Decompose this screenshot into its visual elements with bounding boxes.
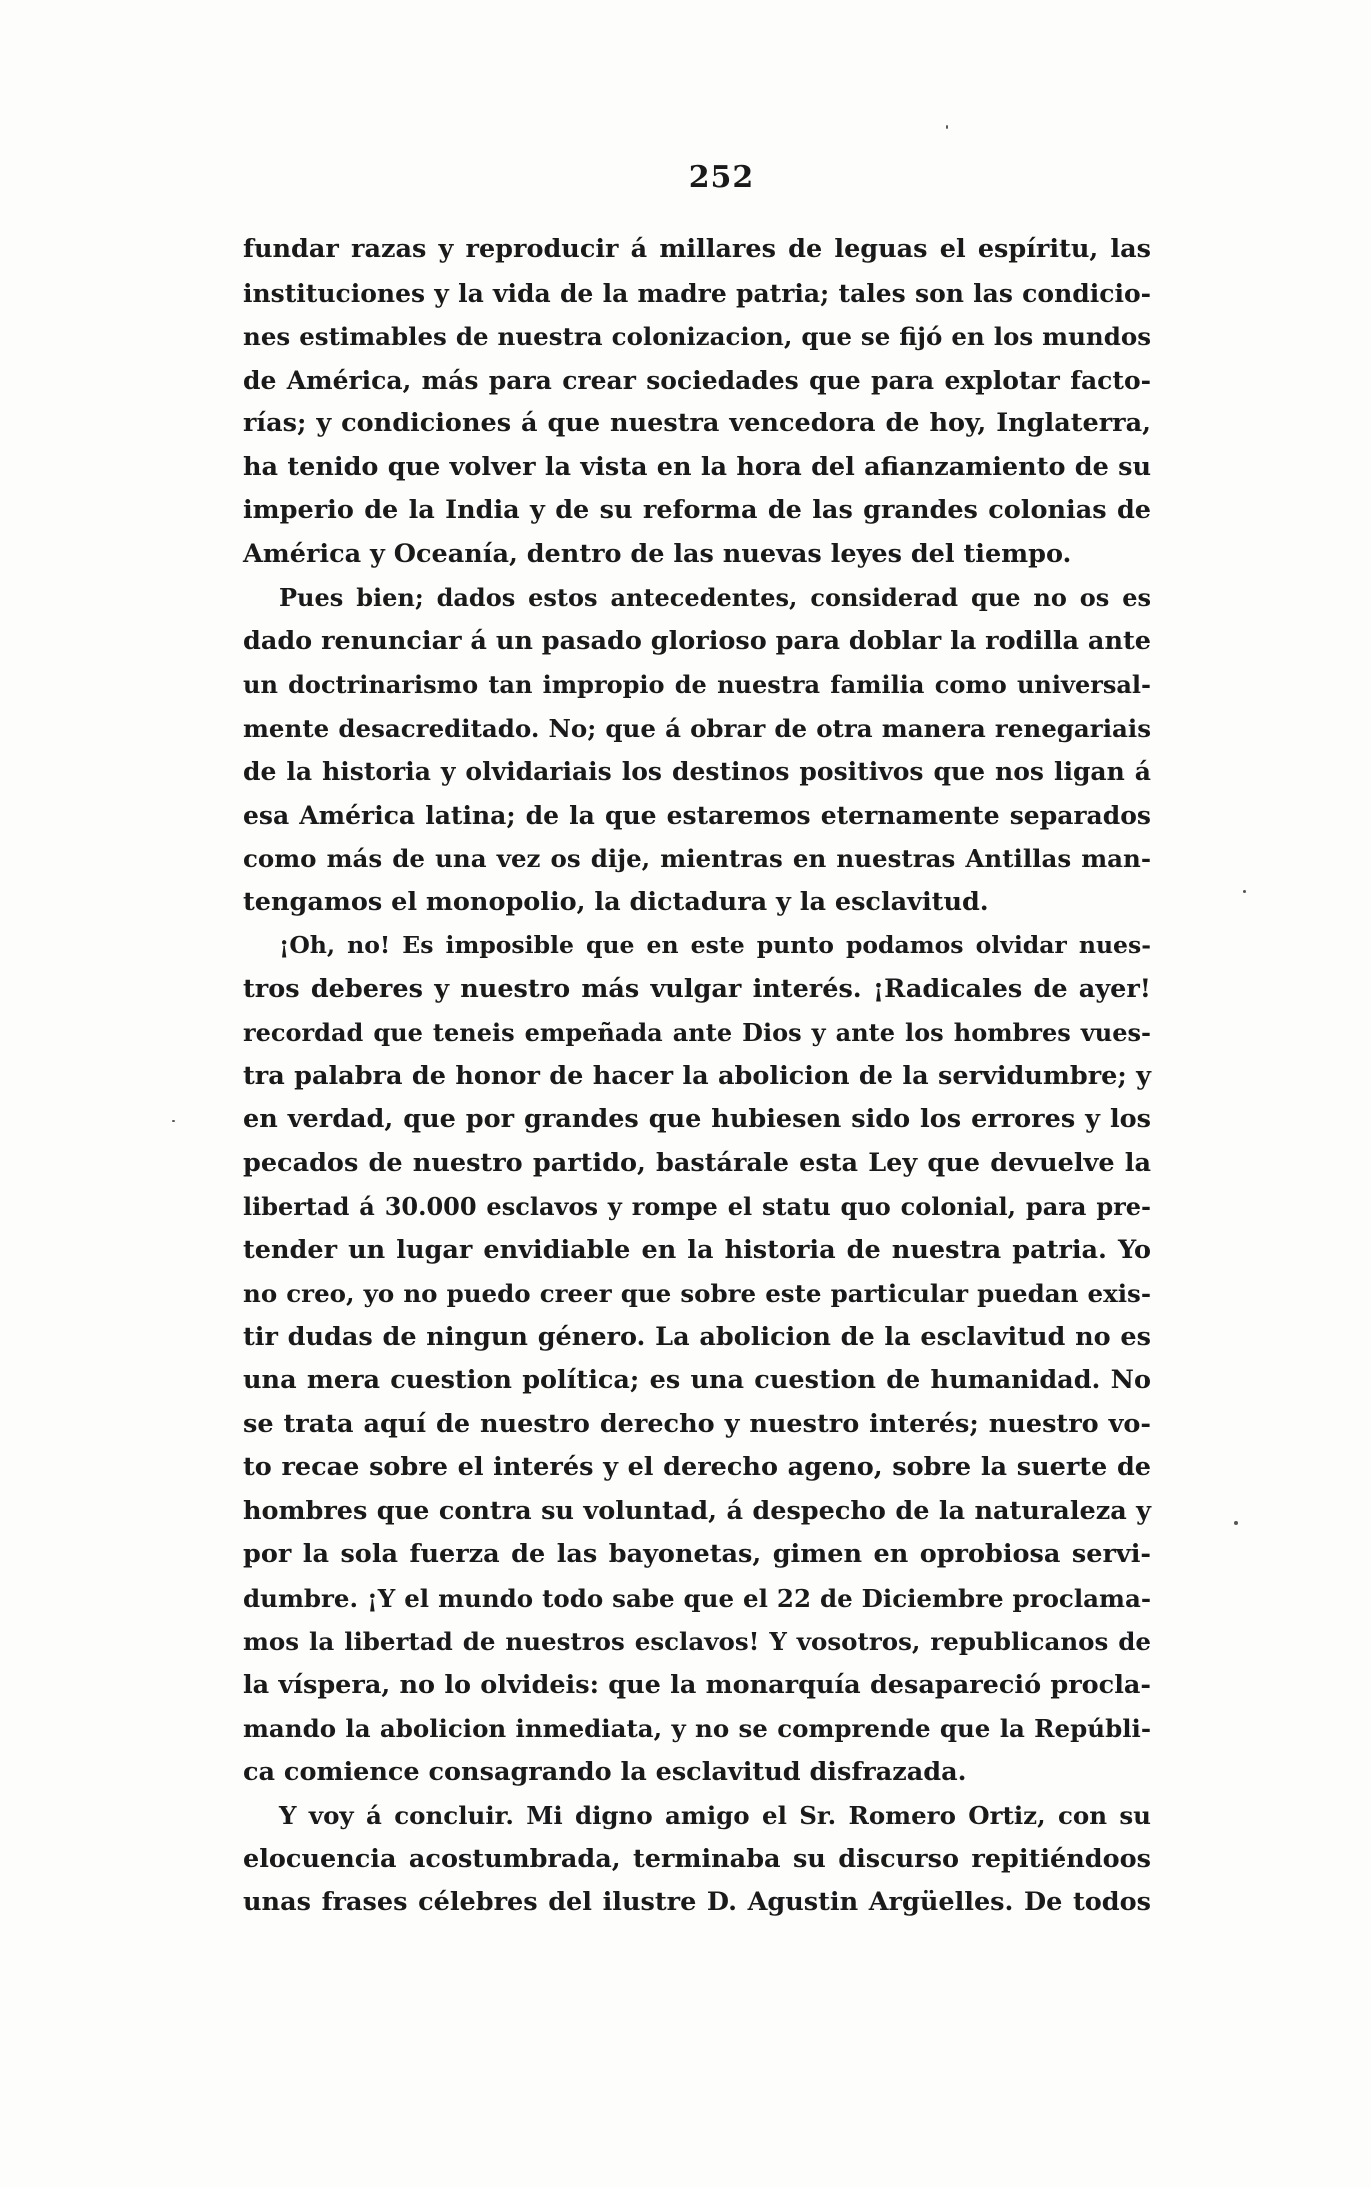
text-line: tra palabra de honor de hacer la abolicion de la servidumbre; y: [243, 1060, 1151, 1091]
text-line: una mera cuestion política; es una cuestion de humanidad. No: [243, 1365, 1151, 1395]
text-line: tengamos el monopolio, la dictadura y la esclavitud.: [243, 886, 989, 917]
text-line: dado renunciar á un pasado glorioso para doblar la rodilla ante: [243, 625, 1151, 656]
text-line: libertad á 30.000 esclavos y rompe el statu quo colonial, para pre-: [243, 1192, 1151, 1221]
text-line: Pues bien; dados estos antecedentes, considerad que no os es: [279, 583, 1151, 612]
text-line: rías; y condiciones á que nuestra vencedora de hoy, Inglaterra,: [243, 408, 1151, 438]
text-line: elocuencia acostumbrada, terminaba su discurso repitiéndoos: [243, 1843, 1151, 1874]
text-line: de América, más para crear sociedades que para explotar facto-: [243, 365, 1151, 395]
text-line: to recae sobre el interés y el derecho ageno, sobre la suerte de: [243, 1452, 1151, 1482]
scan-speck: [1243, 890, 1246, 893]
text-line: no creo, yo no puedo creer que sobre este particular puedan exis-: [243, 1279, 1151, 1308]
text-line: tir dudas de ningun género. La abolicion de la esclavitud no es: [243, 1321, 1151, 1352]
scan-speck: [1234, 1521, 1238, 1525]
text-line: por la sola fuerza de las bayonetas, gimen en oprobiosa servi-: [243, 1539, 1151, 1569]
text-line: imperio de la India y de su reforma de las grandes colonias de: [243, 495, 1151, 525]
text-line: un doctrinarismo tan impropio de nuestra familia como universal-: [243, 670, 1151, 699]
text-line: nes estimables de nuestra colonizacion, que se fijó en los mundos: [243, 322, 1151, 351]
text-line: dumbre. ¡Y el mundo todo sabe que el 22 de Diciembre proclama-: [243, 1583, 1151, 1613]
text-line: tros deberes y nuestro más vulgar interés. ¡Radicales de ayer!: [243, 973, 1151, 1004]
text-line: ca comience consagrando la esclavitud disfrazada.: [243, 1756, 967, 1787]
text-line: de la historia y olvidariais los destinos positivos que nos ligan á: [243, 757, 1151, 786]
text-line: pecados de nuestro partido, bastárale esta Ley que devuelve la: [243, 1147, 1151, 1178]
text-line: mos la libertad de nuestros esclavos! Y vosotros, republicanos de: [243, 1627, 1151, 1656]
body-text: [243, 228, 1151, 1925]
text-line: fundar razas y reproducir á millares de leguas el espíritu, las: [243, 234, 1151, 264]
text-line: recordad que teneis empeñada ante Dios y ante los hombres vues-: [243, 1018, 1151, 1047]
text-line: mando la abolicion inmediata, y no se comprende que la Repúbli-: [243, 1714, 1151, 1743]
text-line: tender un lugar envidiable en la historia de nuestra patria. Yo: [243, 1234, 1151, 1265]
text-line: hombres que contra su voluntad, á despecho de la naturaleza y: [243, 1495, 1151, 1526]
text-line: Y voy á concluir. Mi digno amigo el Sr. Romero Ortiz, con su: [279, 1801, 1151, 1830]
text-line: ha tenido que volver la vista en la hora del afianzamiento de su: [243, 451, 1151, 482]
text-line: unas frases célebres del ilustre D. Agustin Argüelles. De todos: [243, 1887, 1151, 1917]
text-line: ¡Oh, no! Es imposible que en este punto podamos olvidar nues-: [279, 931, 1151, 959]
text-line: en verdad, que por grandes que hubiesen sido los errores y los: [243, 1104, 1151, 1134]
text-line: como más de una vez os dije, mientras en nuestras Antillas man-: [243, 844, 1151, 873]
text-line: la víspera, no lo olvideis: que la monarquía desapareció procla-: [243, 1669, 1151, 1700]
text-line: esa América latina; de la que estaremos eternamente separados: [243, 800, 1151, 830]
page-number: 252: [688, 160, 755, 195]
scan-speck: [946, 125, 948, 129]
text-line: mente desacreditado. No; que á obrar de otra manera renegariais: [243, 713, 1151, 743]
text-line: América y Oceanía, dentro de las nuevas leyes del tiempo.: [243, 538, 1072, 569]
text-line: instituciones y la vida de la madre patria; tales son las condicio-: [243, 278, 1151, 308]
scan-speck: [172, 1120, 175, 1122]
text-line: se trata aquí de nuestro derecho y nuestro interés; nuestro vo-: [243, 1408, 1151, 1439]
